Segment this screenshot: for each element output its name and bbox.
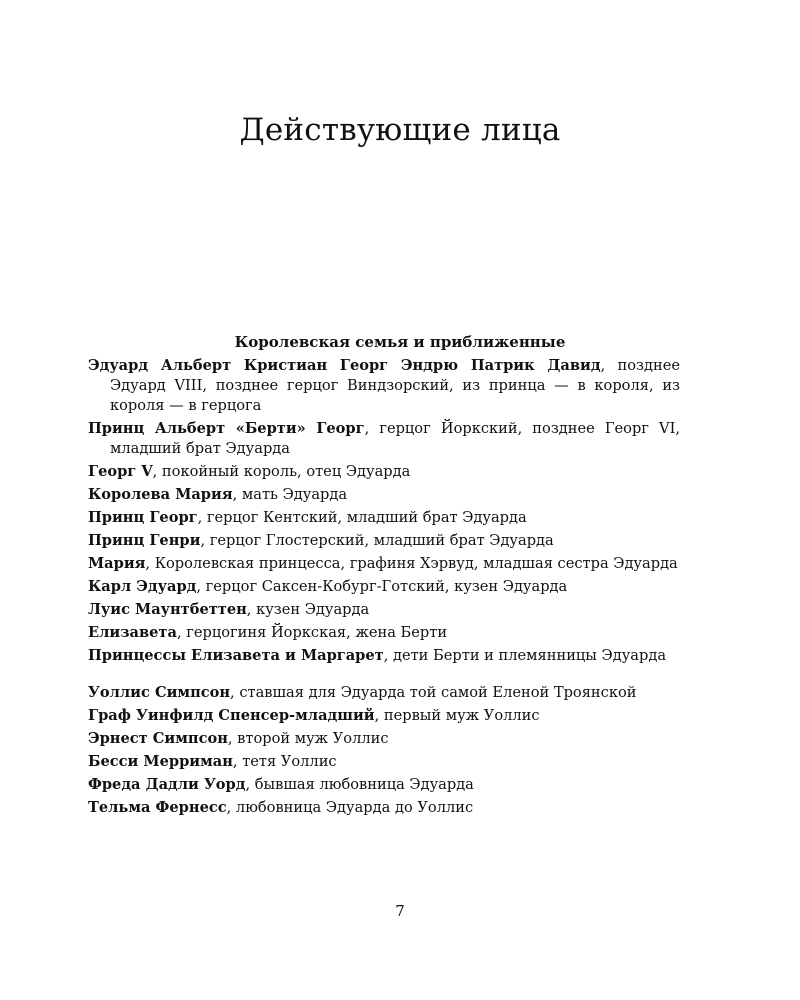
character-entry <box>88 623 680 643</box>
character-name: Тельма Фернесс <box>88 799 227 816</box>
character-name: Королева Мария <box>88 486 233 503</box>
character-name: Граф Уинфилд Спенсер-младший <box>88 707 375 724</box>
character-name: Эдуард Альберт Кристиан Георг Эндрю Патрик Давид <box>88 357 601 374</box>
character-name: Георг V <box>88 463 153 480</box>
character-description: , герцог Саксен-Кобург-Готский, кузен Эдуарда <box>196 578 568 595</box>
section-heading: Королевская семья и приближенные <box>234 333 566 351</box>
character-name: Карл Эдуард <box>88 578 197 595</box>
page-number: 7 <box>395 902 405 920</box>
character-description: , тетя Уоллис <box>232 753 337 770</box>
character-description: , первый муж Уоллис <box>374 707 540 724</box>
character-entry <box>88 531 680 551</box>
character-description: , любовница Эдуарда до Уоллис <box>226 799 474 816</box>
character-entry <box>88 646 680 666</box>
character-name: Принцессы Елизавета и Маргарет <box>88 647 384 664</box>
character-entry <box>88 706 680 726</box>
character-description: , мать Эдуарда <box>232 486 348 503</box>
character-description: , герцогиня Йоркская, жена Берти <box>176 624 448 641</box>
character-description: , герцог Кентский, младший брат Эдуарда <box>197 509 527 526</box>
character-name: Принц Альберт «Берти» Георг <box>88 420 365 437</box>
character-name: Принц Генри <box>88 532 201 549</box>
character-description: , дети Берти и племянницы Эдуарда <box>383 647 667 664</box>
character-name: Уоллис Симпсон <box>88 684 231 701</box>
character-entry <box>88 508 680 528</box>
character-description: , бывшая любовница Эдуарда <box>245 776 474 793</box>
page-title: Действующие лица <box>239 112 561 148</box>
character-description: , кузен Эдуарда <box>246 601 370 618</box>
character-name: Елизавета <box>88 624 177 641</box>
character-entry <box>88 356 680 416</box>
character-entry <box>88 419 680 459</box>
character-name: Эрнест Симпсон <box>88 730 228 747</box>
character-name: Фреда Дадли Уорд <box>88 776 246 793</box>
character-list <box>88 356 680 821</box>
character-description: , герцог Глостерский, младший брат Эдуарда <box>200 532 554 549</box>
character-name: Мария <box>88 555 146 572</box>
character-description: , Королевская принцесса, графиня Хэрвуд, младшая сестра Эдуарда <box>145 555 678 572</box>
character-entry <box>88 752 680 772</box>
character-description: , второй муж Уоллис <box>227 730 389 747</box>
character-entry <box>88 577 680 597</box>
character-entry <box>88 729 680 749</box>
character-entry <box>88 775 680 795</box>
character-entry <box>88 683 680 703</box>
character-entry <box>88 798 680 818</box>
character-name: Луис Маунтбеттен <box>88 601 247 618</box>
character-description: , позднее Эдуард VIII, позднее герцог Виндзорский, из принца — в короля, из короля — в герцога <box>110 357 680 414</box>
character-entry <box>88 554 680 574</box>
character-entry <box>88 462 680 482</box>
character-entry <box>88 600 680 620</box>
character-name: Принц Георг <box>88 509 198 526</box>
character-entry <box>88 485 680 505</box>
character-description: , ставшая для Эдуарда той самой Еленой Троянской <box>230 684 637 701</box>
character-name: Бесси Мерриман <box>88 753 233 770</box>
character-description: , покойный король, отец Эдуарда <box>152 463 411 480</box>
character-description: , герцог Йоркский, позднее Георг VI, младший брат Эдуарда <box>110 420 680 457</box>
